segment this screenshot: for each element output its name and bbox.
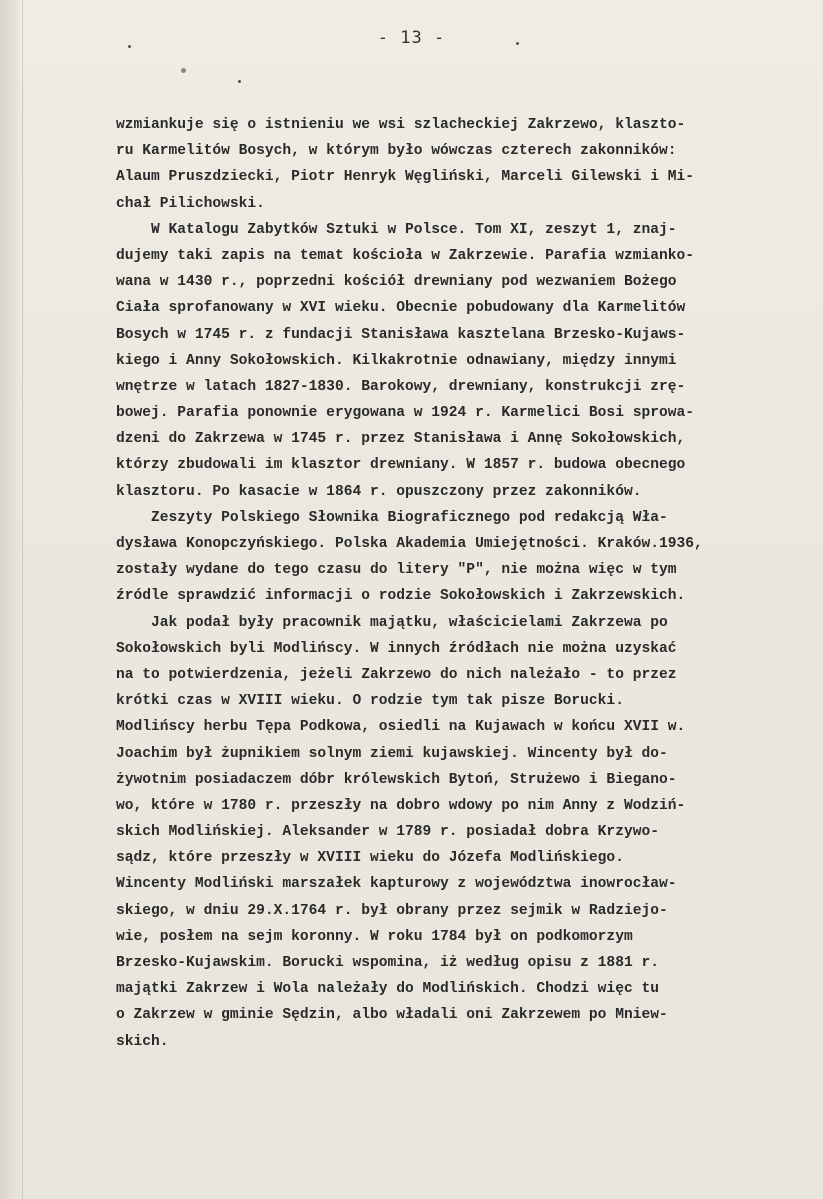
text-line: majątki Zakrzew i Wola należały do Modlińskich. Chodzi więc tu: [116, 981, 659, 998]
ink-speck: [238, 80, 241, 83]
text-line: wzmiankuje się o istnieniu we wsi szlacheckiej Zakrzewo, klaszto-: [116, 117, 686, 133]
text-line: Sokołowskich byli Modlińscy. W innych źródłach nie można uzyskać: [116, 640, 677, 657]
text-line: zostały wydane do tego czasu do litery "P", nie można więc w tym: [116, 562, 677, 579]
text-line: bowej. Parafia ponownie erygowana w 1924 r. Karmelici Bosi sprowa-: [116, 405, 695, 422]
text-line: wo, które w 1780 r. przeszły na dobro wdowy po nim Anny z Wodziń-: [116, 797, 686, 814]
text-line: Ciała sprofanowany w XVI wieku. Obecnie pobudowany dla Karmelitów: [116, 300, 686, 317]
ink-speck: [181, 68, 186, 73]
text-line: żywotnim posiadaczem dóbr królewskich Bytoń, Strużewo i Biegano-: [116, 771, 677, 788]
text-line: na to potwierdzenia, jeżeli Zakrzewo do nich należało - to przez: [116, 666, 677, 683]
text-line: Alaum Pruszdziecki, Piotr Henryk Węgliński, Marceli Gilewski i Mi-: [116, 169, 695, 186]
text-line: Wincenty Modliński marszałek kapturowy z województwa inowrocław-: [116, 876, 677, 893]
text-line: wana w 1430 r., poprzedni kościół drewniany pod wezwaniem Bożego: [116, 274, 677, 291]
text-line: Zeszyty Polskiego Słownika Biograficznego pod redakcją Wła-: [116, 509, 668, 526]
text-line: wie, posłem na sejm koronny. W roku 1784 był on podkomorzym: [116, 928, 633, 945]
text-line: skich.: [116, 1033, 169, 1050]
text-line: krótki czas w XVIII wieku. O rodzie tym tak pisze Borucki.: [116, 693, 624, 710]
text-line: dysława Konopczyńskiego. Polska Akademia Umiejętności. Kraków.1936,: [116, 536, 703, 552]
text-line: dujemy taki zapis na temat kościoła w Zakrzewie. Parafia wzmianko-: [116, 247, 695, 264]
ink-speck: [128, 45, 131, 48]
text-line: chał Pilichowski.: [116, 195, 265, 212]
text-line: Modlińscy herbu Tępa Podkowa, osiedli na Kujawach w końcu XVII w.: [116, 719, 686, 736]
text-line: sądz, które przeszły w XVIII wieku do Józefa Modlińskiego.: [116, 850, 624, 867]
text-line: kiego i Anny Sokołowskich. Kilkakrotnie odnawiany, między innymi: [116, 352, 677, 369]
text-line: Bosych w 1745 r. z fundacji Stanisława kasztelana Brzesko-Kujaws-: [116, 326, 686, 343]
text-line: o Zakrzew w gminie Sędzin, albo władali oni Zakrzewem po Mniew-: [116, 1007, 668, 1024]
body-text: [116, 112, 788, 1055]
page-number: - 13 -: [377, 28, 446, 48]
text-line: źródle sprawdzić informacji o rodzie Sokołowskich i Zakrzewskich.: [116, 588, 686, 605]
text-line: Brzesko-Kujawskim. Borucki wspomina, iż według opisu z 1881 r.: [116, 955, 659, 971]
text-line: klasztoru. Po kasacie w 1864 r. opuszczony przez zakonników.: [116, 483, 642, 500]
text-line: skiego, w dniu 29.X.1764 r. był obrany przez sejmik w Radziejo-: [116, 902, 668, 919]
text-line: Joachim był żupnikiem solnym ziemi kujawskiej. Wincenty był do-: [116, 745, 668, 762]
text-line: skich Modlińskiej. Aleksander w 1789 r. posiadał dobra Krzywo-: [116, 824, 659, 841]
text-line: którzy zbudowali im klasztor drewniany. W 1857 r. budowa obecnego: [116, 457, 686, 474]
ink-speck: [516, 42, 519, 45]
text-line: Jak podał były pracownik majątku, właścicielami Zakrzewa po: [116, 614, 668, 631]
text-line: wnętrze w latach 1827-1830. Barokowy, drewniany, konstrukcji zrę-: [116, 378, 686, 395]
text-line: W Katalogu Zabytków Sztuki w Polsce. Tom XI, zeszyt 1, znaj-: [116, 221, 677, 238]
page-binding-edge: [0, 0, 23, 1199]
text-line: ru Karmelitów Bosych, w którym było wówczas czterech zakonników:: [116, 143, 677, 160]
text-line: dzeni do Zakrzewa w 1745 r. przez Stanisława i Annę Sokołowskich,: [116, 431, 686, 448]
